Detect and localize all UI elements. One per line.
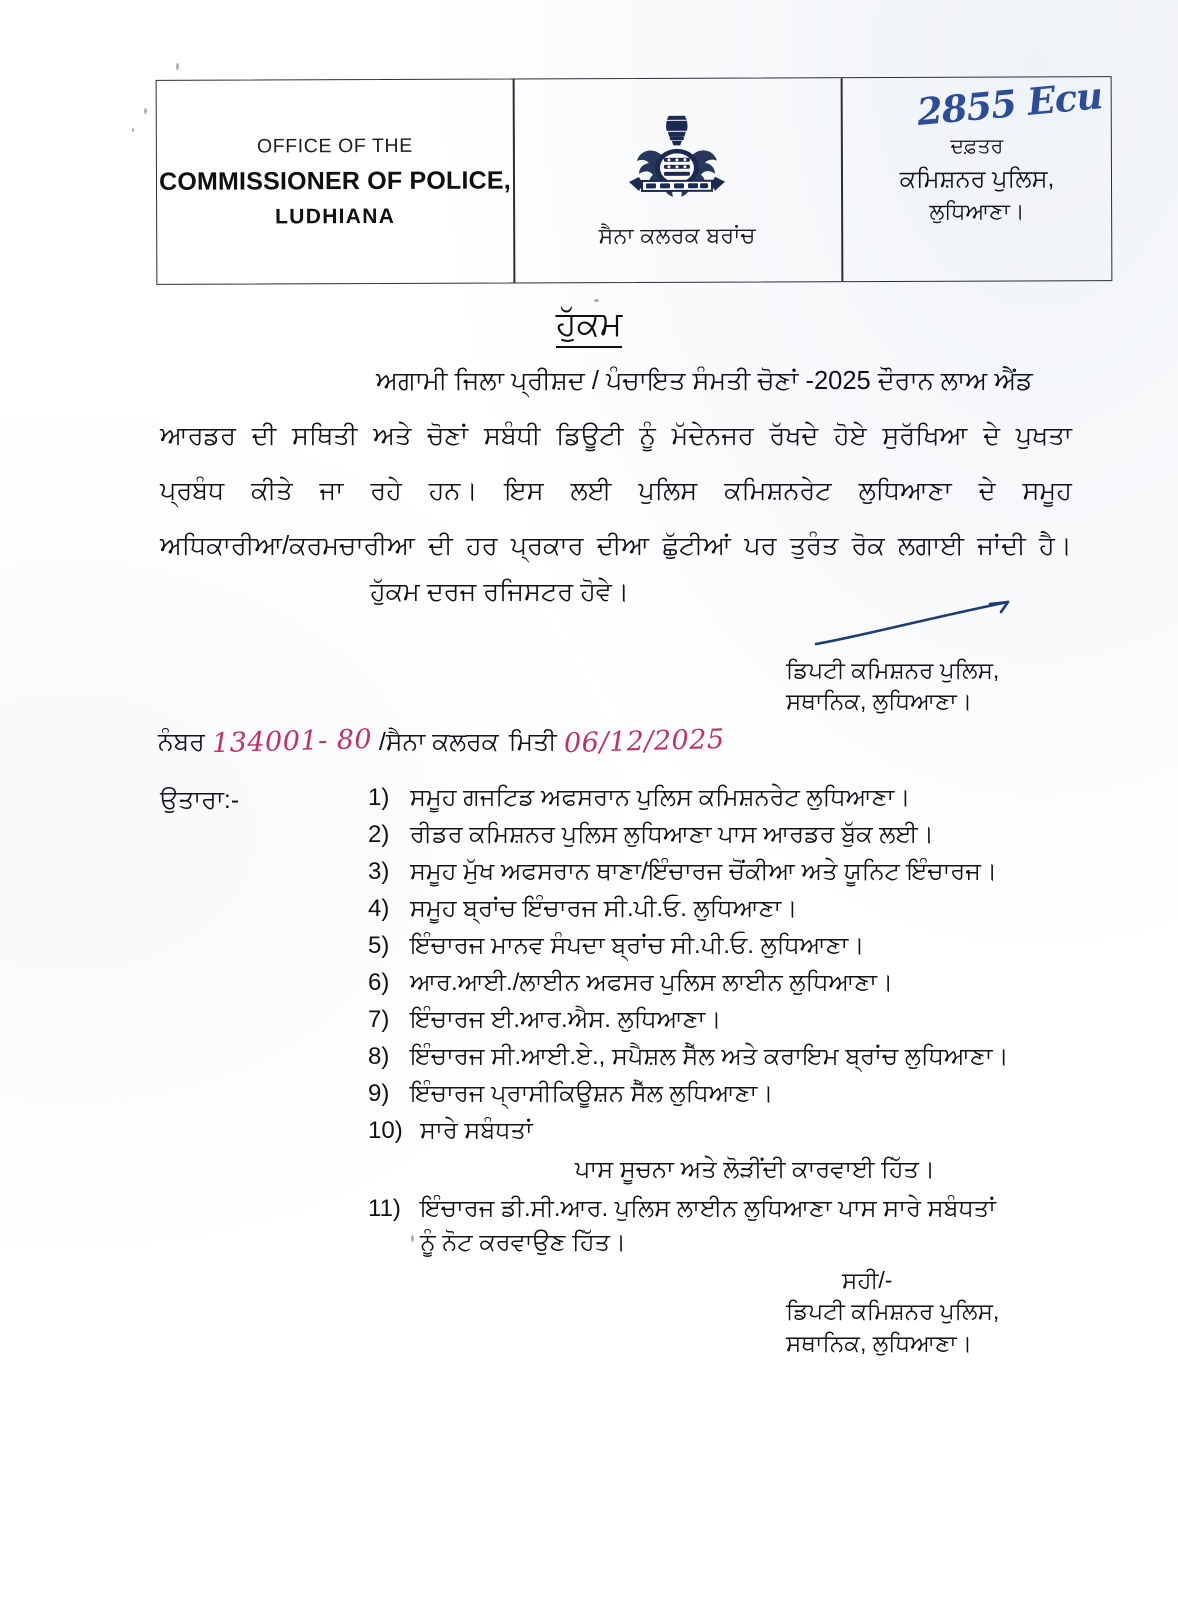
list-item-text: ਇੰਚਾਰਜ ਸੀ.ਆਈ.ਏ., ਸਪੈਸ਼ਲ ਸੈੱਲ ਅਤੇ ਕਰਾਇਮ ਬ੍ਰਾਂਚ ਲੁਧਿਆਣਾ।	[410, 1043, 1009, 1070]
list-item-text: ਸਾਰੇ ਸਬੰਧਤਾਂ	[420, 1117, 533, 1144]
scan-speck	[594, 299, 599, 302]
scan-speck	[144, 108, 147, 114]
date-label: ਮਿਤੀ	[508, 728, 557, 756]
list-item-number: 10)	[368, 1117, 403, 1144]
sahi-label: ਸਹੀ/-	[842, 1267, 893, 1293]
list-item-text: ਆਰ.ਆਈ./ਲਾਈਨ ਅਫਸਰ ਪੁਲਿਸ ਲਾਈਨ ਲੁਧਿਆਣਾ।	[410, 969, 894, 996]
signatory-designation-top: ਡਿਪਟੀ ਕਮਿਸ਼ਨਰ ਪੁਲਿਸ,	[786, 657, 1000, 683]
list-item	[368, 897, 1098, 921]
handwritten-date-value: 06/12/2025	[563, 723, 725, 760]
list-item-text: ਸਮੂਹ ਗਜਟਿਡ ਅਫਸਰਾਨ ਪੁਲਿਸ ਕਮਿਸ਼ਨਰੇਟ ਲੁਧਿਆਣਾ।	[410, 784, 911, 811]
list-item-text: ਇੰਚਾਰਜ ਈ.ਆਰ.ਐਸ. ਲੁਧਿਆਣਾ।	[410, 1006, 722, 1033]
handwritten-diary-number: 2855 Ecu	[915, 73, 1104, 134]
body-line-3: ਪ੍ਰਬੰਧ ਕੀਤੇ ਜਾ ਰਹੇ ਹਨ। ਇਸ ਲਈ ਪੁਲਿਸ ਕਮਿਸ਼ਨਰੇਟ ਲੁਧਿਆਣਾ ਦੇ ਸਮੂਹ	[160, 477, 1072, 506]
scan-speck	[176, 63, 179, 70]
body-line-4: ਅਧਿਕਾਰੀਆ/ਕਰਮਚਾਰੀਆ ਦੀ ਹਰ ਪ੍ਰਕਾਰ ਦੀਆ ਛੁੱਟੀਆਂ ਪਰ ਤੁਰੰਤ ਰੋਕ ਲਗਾਈ ਜਾਂਦੀ ਹੈ।	[160, 532, 1072, 561]
daftar-label: ਦਫ਼ਤਰ	[950, 134, 1004, 158]
list-item	[368, 971, 1098, 995]
list-item	[368, 934, 1098, 958]
list-item	[368, 1082, 1098, 1106]
list-item	[368, 860, 1098, 884]
copy-to-middle-note: ਪਾਸ ਸੂਚਨਾ ਅਤੇ ਲੋੜੀਂਦੀ ਕਾਰਵਾਈ ਹਿੱਤ।	[574, 1156, 936, 1183]
office-title: COMMISSIONER OF POLICE,	[159, 165, 511, 196]
list-item	[368, 1045, 1098, 1069]
list-item-number: 6)	[368, 969, 390, 996]
police-emblem-icon	[623, 112, 731, 209]
list-item-number: 2)	[368, 821, 390, 848]
list-item	[368, 823, 1098, 847]
list-item-text: ਸਮੂਹ ਬ੍ਰਾਂਚ ਇੰਚਾਰਜ ਸੀ.ਪੀ.ਓ. ਲੁਧਿਆਣਾ।	[410, 895, 798, 922]
letterhead-emblem-cell	[513, 78, 842, 282]
reference-number-line	[158, 723, 731, 760]
list-item-text: ਸਮੂਹ ਮੁੱਖ ਅਫਸਰਾਨ ਥਾਣਾ/ਇੰਚਾਰਜ ਚੋਂਕੀਆ ਅਤੇ ਯੂਨਿਟ ਇੰਚਾਰਜ।	[410, 858, 998, 885]
signature-block-bottom	[786, 1265, 999, 1359]
list-item-text: ਰੀਡਰ ਕਮਿਸ਼ਨਰ ਪੁਲਿਸ ਲੁਧਿਆਣਾ ਪਾਸ ਆਰਡਰ ਬੁੱਕ ਲਈ।	[410, 821, 934, 848]
list-item-number: 1)	[368, 784, 390, 811]
ludhiana-punjabi: ਲੁਧਿਆਣਾ।	[929, 198, 1025, 224]
list-item	[368, 1008, 1098, 1032]
list-item-text-line2: ਨੂੰ ਨੋਟ ਕਰਵਾਉਣ ਹਿੱਤ।	[420, 1229, 627, 1256]
signature-block-top	[786, 655, 999, 716]
office-of-the-label: OFFICE OF THE	[256, 134, 413, 157]
office-city: LUDHIANA	[275, 204, 396, 228]
branch-name: ਸੈਨਾ ਕਲਰਕ ਬਰਾਂਚ	[598, 222, 756, 249]
list-item-number: 7)	[368, 1006, 390, 1033]
list-item-number: 9)	[368, 1080, 390, 1107]
page-title-text: ਹੁੱਕਮ	[556, 305, 622, 348]
handwritten-signature-stroke	[812, 596, 1032, 648]
list-item	[368, 786, 1098, 810]
handwritten-number-value: 134001- 80	[211, 723, 373, 760]
scan-speck	[132, 128, 134, 132]
body-line-1: ਅਗਾਮੀ ਜਿਲਾ ਪ੍ਰੀਸ਼ਦ / ਪੰਚਾਇਤ ਸੰਮਤੀ ਚੋਣਾਂ -2025 ਦੌਰਾਨ ਲਾਅ ਐਂਡ	[376, 367, 1033, 395]
copy-to-list	[368, 786, 1098, 1268]
body-line-2: ਆਰਡਰ ਦੀ ਸਥਿਤੀ ਅਤੇ ਚੋਣਾਂ ਸਬੰਧੀ ਡਿਊਟੀ ਨੂੰ ਮੱਦੇਨਜਰ ਰੱਖਦੇ ਹੋਏ ਸੁਰੱਖਿਆ ਦੇ ਪੁਖਤਾ	[160, 422, 1072, 451]
list-item-number: 4)	[368, 895, 390, 922]
number-label: ਨੰਬਰ	[158, 728, 205, 756]
list-item-number: 3)	[368, 858, 390, 885]
signatory-location-bottom: ਸਥਾਨਿਕ, ਲੁਧਿਆਣਾ।	[786, 1329, 973, 1356]
list-item-text: ਇੰਚਾਰਜ ਪ੍ਰਾਸੀਕਿਊਸ਼ਨ ਸੈੱਲ ਲੁਧਿਆਣਾ।	[410, 1080, 774, 1107]
letterhead-box	[156, 73, 1113, 285]
page-title	[0, 305, 1178, 344]
copy-to-label: ਉਤਾਰਾ:-	[160, 786, 240, 814]
list-item-text-line1: ਇੰਚਾਰਜ ਡੀ.ਸੀ.ਆਰ. ਪੁਲਿਸ ਲਾਈਨ ਲੁਧਿਆਣਾ ਪਾਸ ਸਾਰੇ ਸਬੰਧਤਾਂ	[420, 1195, 996, 1222]
commissioner-police-punjabi: ਕਮਿਸ਼ਨਰ ਪੁਲਿਸ,	[899, 164, 1055, 193]
letterhead-daftar-cell	[841, 73, 1114, 281]
signatory-location-top: ਸਥਾਨਿਕ, ਲੁਧਿਆਣਾ।	[786, 687, 973, 714]
list-item-text	[420, 1197, 996, 1255]
body-line-5: ਹੁੱਕਮ ਦਰਜ ਰਜਿਸਟਰ ਹੋਵੇ।	[370, 578, 630, 606]
letterhead-office-cell	[157, 79, 514, 283]
list-item-text: ਇੰਚਾਰਜ ਮਾਨਵ ਸੰਪਦਾ ਬ੍ਰਾਂਚ ਸੀ.ਪੀ.ਓ. ਲੁਧਿਆਣਾ।	[410, 932, 865, 959]
list-item-number: 11)	[368, 1195, 401, 1222]
list-item-number: 8)	[368, 1043, 390, 1070]
list-item	[368, 1197, 1098, 1255]
list-item-number: 5)	[368, 932, 390, 959]
list-item	[368, 1119, 1098, 1143]
order-body	[160, 368, 1072, 560]
signatory-designation-bottom: ਡਿਪਟੀ ਕਮਿਸ਼ਨਰ ਪੁਲਿਸ,	[786, 1298, 1000, 1325]
branch-suffix: /ਸੈਨਾ ਕਲਰਕ	[378, 728, 499, 756]
